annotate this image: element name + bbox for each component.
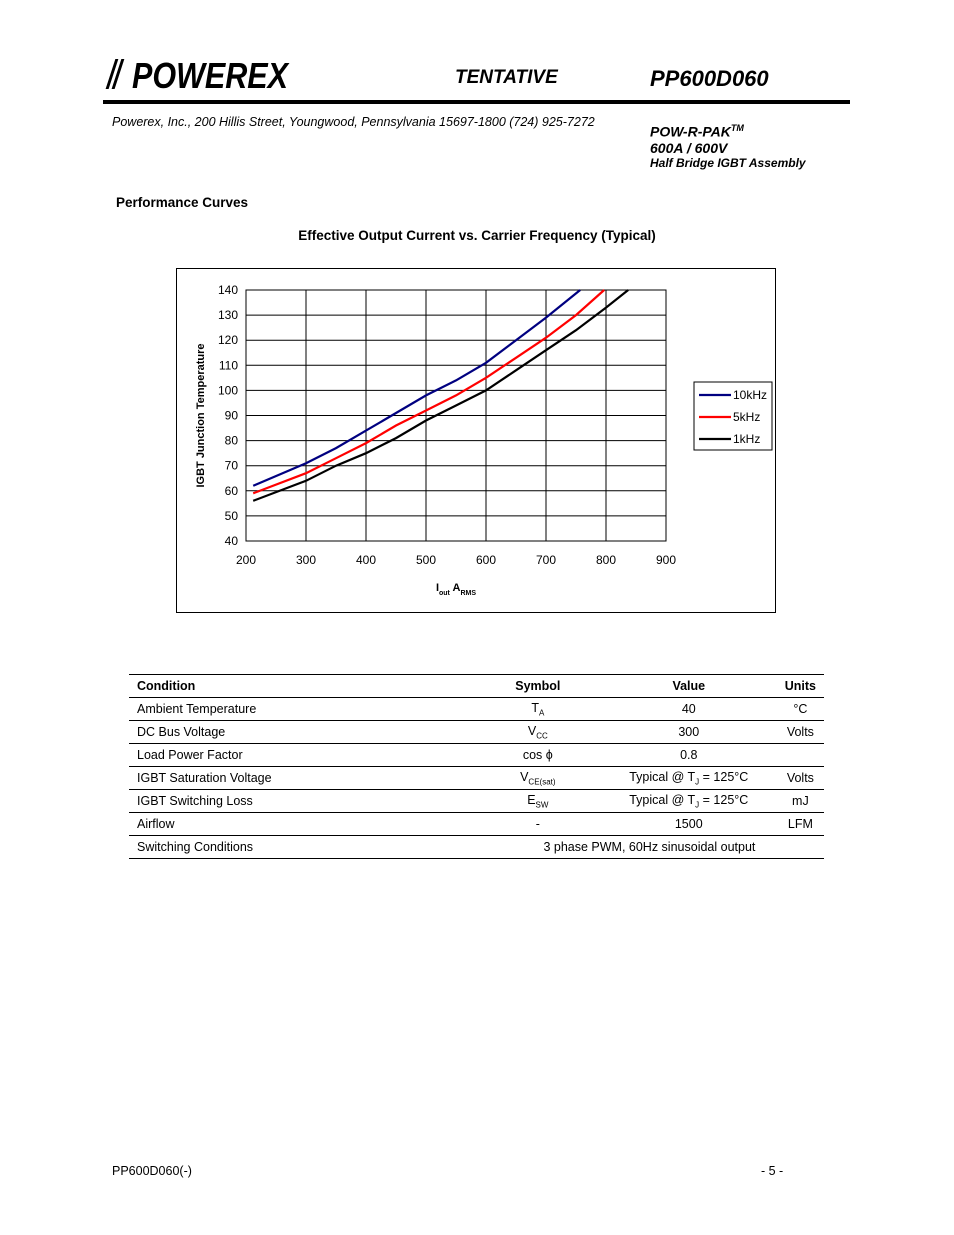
cell-condition: DC Bus Voltage	[129, 721, 475, 744]
y-tick-label: 50	[224, 508, 238, 523]
y-tick-label: 80	[224, 433, 238, 448]
header-condition: Condition	[129, 675, 475, 698]
cell-units: Volts	[777, 767, 824, 790]
y-tick-label: 140	[217, 283, 238, 297]
x-tick-label: 900	[655, 553, 677, 567]
header-value: Value	[601, 675, 777, 698]
table-row	[129, 836, 824, 859]
y-tick-label: 60	[224, 483, 238, 498]
cell-value: 300	[601, 721, 777, 744]
cell-value: Typical @ $T_J = 125^\circ C$	[601, 790, 777, 813]
x-tick-label: 700	[535, 553, 557, 567]
cell-symbol: $V_{CC}$	[475, 721, 601, 744]
cell-condition: IGBT Saturation Voltage	[129, 767, 475, 790]
cell-units: LFM	[777, 813, 824, 836]
cell-units: °C	[777, 698, 824, 721]
header-units: Units	[777, 675, 824, 698]
table-row	[129, 698, 824, 721]
table-row	[129, 813, 824, 836]
cell-condition: Ambient Temperature	[129, 698, 475, 721]
y-tick-label: 130	[217, 308, 238, 323]
table-row	[129, 767, 824, 790]
table-row	[129, 790, 824, 813]
cell-symbol: -	[475, 813, 601, 836]
series-line-10kHz	[253, 290, 580, 486]
chart-title: Effective Output Current vs. Carrier Frequency (Typical)	[298, 228, 656, 243]
cell-units	[777, 744, 824, 767]
part-number: PP600D060	[650, 66, 769, 91]
conditions-table	[129, 674, 824, 859]
logo-text: POWEREX	[132, 55, 290, 96]
cell-symbol: $V_{CE(sat)}$	[475, 767, 601, 790]
cell-condition: Switching Conditions	[129, 836, 475, 859]
trademark: TM	[730, 123, 744, 133]
x-axis-label: $I_{out}$ $A_{RMS}$	[435, 582, 477, 597]
table-row	[129, 744, 824, 767]
footer-document-id: PP600D060(-)	[112, 1164, 192, 1178]
y-tick-label: 70	[224, 458, 238, 473]
x-tick-label: 200	[235, 553, 257, 567]
x-tick-label: 300	[295, 553, 317, 567]
cell-value: 0.8	[601, 744, 777, 767]
legend-label: 1kHz	[733, 432, 761, 446]
chart	[176, 268, 776, 613]
product-name-line	[650, 120, 806, 140]
cell-symbol: $T_A$	[475, 698, 601, 721]
tentative-label: TENTATIVE	[455, 67, 558, 88]
x-tick-label: 500	[415, 553, 437, 567]
x-tick-label: 600	[475, 553, 497, 567]
y-tick-label: 100	[217, 383, 238, 398]
cell-symbol: cos ϕ	[475, 744, 601, 767]
cell-switching-value: 3 phase PWM, 60Hz sinusoidal output	[475, 836, 824, 859]
series-line-1kHz	[253, 290, 628, 501]
cell-value: 40	[601, 698, 777, 721]
header-rule	[103, 100, 850, 104]
y-tick-label: 90	[224, 408, 238, 423]
table-header-row	[129, 675, 824, 698]
y-tick-label: 120	[217, 333, 238, 348]
cell-condition: Load Power Factor	[129, 744, 475, 767]
product-block	[650, 120, 806, 171]
cell-units: mJ	[777, 790, 824, 813]
y-tick-label: 40	[224, 534, 238, 548]
x-tick-label: 400	[355, 553, 377, 567]
product-rating: 600A / 600V	[650, 139, 728, 156]
company-address: Powerex, Inc., 200 Hillis Street, Youngwood, Pennsylvania 15697-1800 (724) 925-7272	[112, 115, 595, 129]
legend-label: 5kHz	[733, 410, 761, 424]
section-title: Performance Curves	[116, 195, 249, 210]
cell-condition: Airflow	[129, 813, 475, 836]
y-tick-label: 110	[218, 358, 238, 373]
cell-value: Typical @ $T_J = 125^\circ C$	[601, 767, 777, 790]
cell-condition: IGBT Switching Loss	[129, 790, 475, 813]
powerex-logo	[112, 55, 290, 96]
cell-value: 1500	[601, 813, 777, 836]
y-axis-label: IGBT Junction Temperature	[195, 343, 207, 488]
product-description: Half Bridge IGBT Assembly	[650, 155, 806, 170]
product-name: POW-R-PAK	[650, 123, 731, 140]
footer-page-number: - 5 -	[761, 1164, 784, 1178]
table-row	[129, 721, 824, 744]
cell-symbol: $E_{SW}$	[475, 790, 601, 813]
cell-units: Volts	[777, 721, 824, 744]
x-tick-label: 800	[595, 553, 617, 567]
legend-label: 10kHz	[733, 388, 768, 402]
header-symbol: Symbol	[475, 675, 601, 698]
